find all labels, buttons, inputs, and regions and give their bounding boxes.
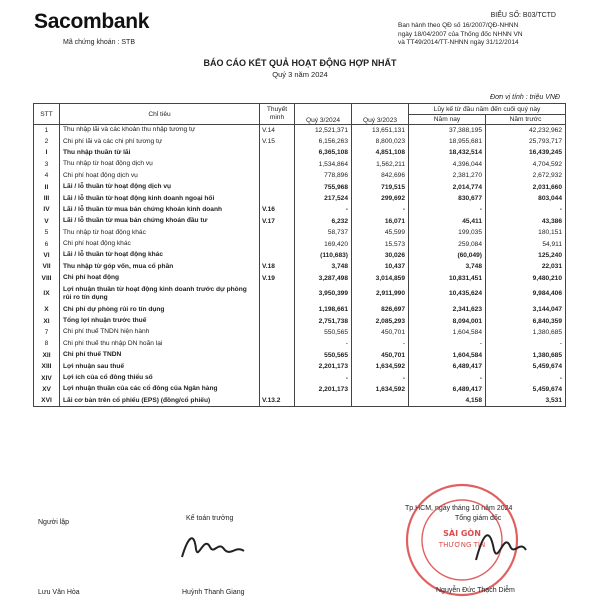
table-row bbox=[34, 350, 566, 361]
report-period: Quý 3 năm 2024 bbox=[272, 70, 328, 79]
row-this-year: 1,604,584 bbox=[409, 327, 486, 338]
table-row bbox=[34, 361, 566, 372]
row-note bbox=[260, 304, 295, 315]
table-row bbox=[34, 395, 566, 406]
row-stt: 8 bbox=[34, 338, 60, 349]
row-stt: V bbox=[34, 216, 60, 227]
row-q3-2024: 550,565 bbox=[295, 350, 352, 361]
row-q3-2024: 3,748 bbox=[295, 261, 352, 272]
row-q3-2024: 2,201,173 bbox=[295, 384, 352, 395]
row-this-year: 3,748 bbox=[409, 261, 486, 272]
row-item: Chi phí hoạt động dịch vụ bbox=[60, 170, 260, 181]
row-q3-2023: - bbox=[352, 204, 409, 215]
row-item: Chi phí hoạt động khác bbox=[60, 238, 260, 249]
row-note bbox=[260, 372, 295, 383]
row-note bbox=[260, 315, 295, 326]
row-last-year: 4,704,592 bbox=[486, 159, 566, 170]
row-q3-2023: 45,599 bbox=[352, 227, 409, 238]
row-note bbox=[260, 350, 295, 361]
header-this-year: Năm nay bbox=[409, 115, 486, 125]
row-q3-2023: 15,573 bbox=[352, 238, 409, 249]
report-title: BÁO CÁO KẾT QUẢ HOẠT ĐỘNG HỢP NHẤT bbox=[203, 58, 397, 68]
table-row bbox=[34, 327, 566, 338]
row-item: Lợi nhuận thuần của các cổ đông của Ngân hàng bbox=[60, 384, 260, 395]
row-last-year: 25,793,717 bbox=[486, 136, 566, 147]
row-q3-2023: 1,634,592 bbox=[352, 361, 409, 372]
row-q3-2024: 58,737 bbox=[295, 227, 352, 238]
header-stt: STT bbox=[34, 104, 60, 125]
row-q3-2024: 2,751,738 bbox=[295, 315, 352, 326]
unit-label: Đơn vị tính : triệu VNĐ bbox=[490, 94, 560, 101]
row-q3-2023: 10,437 bbox=[352, 261, 409, 272]
regulation-note bbox=[398, 22, 578, 48]
row-last-year: 42,232,962 bbox=[486, 125, 566, 136]
row-this-year: - bbox=[409, 338, 486, 349]
row-last-year: 803,044 bbox=[486, 193, 566, 204]
row-stt: XIII bbox=[34, 361, 60, 372]
row-item: Chi phí thuế TNDN hiện hành bbox=[60, 327, 260, 338]
row-item: Lãi cơ bản trên cổ phiếu (EPS) (đồng/cổ phiếu) bbox=[60, 395, 260, 406]
table-row bbox=[34, 159, 566, 170]
row-note bbox=[260, 227, 295, 238]
ceo-name: Nguyễn Đức Thạch Diễm bbox=[436, 587, 515, 594]
row-stt: VI bbox=[34, 250, 60, 261]
row-stt: 2 bbox=[34, 136, 60, 147]
row-this-year: (60,049) bbox=[409, 250, 486, 261]
row-stt: 6 bbox=[34, 238, 60, 249]
row-q3-2023: 4,851,108 bbox=[352, 147, 409, 158]
row-stt: IX bbox=[34, 284, 60, 304]
regulation-line: và TT49/2014/TT-NHNN ngày 31/12/2014 bbox=[398, 39, 519, 47]
table-row bbox=[34, 384, 566, 395]
table-row bbox=[34, 147, 566, 158]
row-this-year: 45,411 bbox=[409, 216, 486, 227]
row-stt: XIV bbox=[34, 372, 60, 383]
row-item: Lợi ích của cổ đông thiểu số bbox=[60, 372, 260, 383]
row-stt: VIII bbox=[34, 273, 60, 284]
row-item: Lãi / lỗ thuần từ mua bán chứng khoán đầu tư bbox=[60, 216, 260, 227]
row-note: V.14 bbox=[260, 125, 295, 136]
row-q3-2024 bbox=[295, 395, 352, 406]
header-ytd-group: Lũy kế từ đầu năm đến cuối quý này bbox=[409, 104, 566, 115]
row-stt: XI bbox=[34, 315, 60, 326]
row-stt: XV bbox=[34, 384, 60, 395]
row-q3-2024: 12,521,371 bbox=[295, 125, 352, 136]
preparer-name: Lưu Văn Hòa bbox=[38, 589, 80, 596]
row-this-year: 10,435,624 bbox=[409, 284, 486, 304]
header-q3-2023: Quý 3/2023 bbox=[352, 104, 409, 125]
row-item: Lợi nhuận sau thuế bbox=[60, 361, 260, 372]
row-this-year: 18,955,681 bbox=[409, 136, 486, 147]
row-last-year: 125,240 bbox=[486, 250, 566, 261]
row-last-year: 1,380,685 bbox=[486, 327, 566, 338]
row-last-year: - bbox=[486, 204, 566, 215]
table-body bbox=[34, 125, 566, 407]
row-q3-2024: 550,565 bbox=[295, 327, 352, 338]
row-this-year: 2,381,270 bbox=[409, 170, 486, 181]
row-note: V.15 bbox=[260, 136, 295, 147]
row-this-year: - bbox=[409, 372, 486, 383]
svg-text:SÀI GÒN: SÀI GÒN bbox=[443, 529, 481, 538]
income-statement-table bbox=[33, 103, 566, 407]
row-q3-2023: 3,014,859 bbox=[352, 273, 409, 284]
table-row bbox=[34, 338, 566, 349]
row-q3-2024: 1,534,864 bbox=[295, 159, 352, 170]
row-last-year: 6,840,359 bbox=[486, 315, 566, 326]
row-last-year: - bbox=[486, 338, 566, 349]
row-stt: 4 bbox=[34, 170, 60, 181]
ceo-title: Tổng giám đốc bbox=[455, 515, 502, 522]
row-this-year: 6,489,417 bbox=[409, 384, 486, 395]
row-this-year: 10,831,451 bbox=[409, 273, 486, 284]
row-this-year: 6,489,417 bbox=[409, 361, 486, 372]
table-row bbox=[34, 261, 566, 272]
row-this-year: 18,432,514 bbox=[409, 147, 486, 158]
row-this-year: 37,388,195 bbox=[409, 125, 486, 136]
row-note bbox=[260, 250, 295, 261]
table-row bbox=[34, 193, 566, 204]
row-note: V.13.2 bbox=[260, 395, 295, 406]
row-note bbox=[260, 181, 295, 192]
row-q3-2023: 13,651,131 bbox=[352, 125, 409, 136]
row-this-year: 8,094,001 bbox=[409, 315, 486, 326]
row-stt: 3 bbox=[34, 159, 60, 170]
row-stt: 5 bbox=[34, 227, 60, 238]
table-row bbox=[34, 125, 566, 136]
table-row bbox=[34, 170, 566, 181]
table-row bbox=[34, 284, 566, 304]
table-row bbox=[34, 216, 566, 227]
row-q3-2024: 169,420 bbox=[295, 238, 352, 249]
row-last-year: 22,031 bbox=[486, 261, 566, 272]
row-item: Chi phí lãi và các chi phí tương tự bbox=[60, 136, 260, 147]
row-item: Lãi / lỗ thuần từ hoạt động kinh doanh ngoại hối bbox=[60, 193, 260, 204]
row-item: Chi phí hoạt động bbox=[60, 273, 260, 284]
table-row bbox=[34, 273, 566, 284]
row-note: V.17 bbox=[260, 216, 295, 227]
row-last-year: 9,480,210 bbox=[486, 273, 566, 284]
row-note: V.18 bbox=[260, 261, 295, 272]
row-q3-2023: 30,026 bbox=[352, 250, 409, 261]
row-stt: II bbox=[34, 181, 60, 192]
row-note bbox=[260, 338, 295, 349]
row-q3-2024: 2,201,173 bbox=[295, 361, 352, 372]
row-last-year: 9,984,406 bbox=[486, 284, 566, 304]
row-last-year: 43,386 bbox=[486, 216, 566, 227]
table-row bbox=[34, 136, 566, 147]
signing-date: Tp.HCM, ngày tháng 10 năm 2024 bbox=[405, 505, 513, 512]
row-q3-2024: 6,232 bbox=[295, 216, 352, 227]
row-q3-2024: 3,287,498 bbox=[295, 273, 352, 284]
row-stt: X bbox=[34, 304, 60, 315]
row-this-year: 4,396,044 bbox=[409, 159, 486, 170]
row-q3-2024: - bbox=[295, 338, 352, 349]
ceo-signature bbox=[470, 520, 530, 570]
svg-text:THƯƠNG TÍN: THƯƠNG TÍN bbox=[438, 541, 486, 549]
header-note: Thuyết minh bbox=[260, 104, 295, 125]
row-q3-2024: - bbox=[295, 372, 352, 383]
row-q3-2024: 755,968 bbox=[295, 181, 352, 192]
table-row bbox=[34, 315, 566, 326]
row-this-year: 2,341,623 bbox=[409, 304, 486, 315]
table-row bbox=[34, 304, 566, 315]
row-this-year: 199,035 bbox=[409, 227, 486, 238]
row-q3-2023: 8,800,023 bbox=[352, 136, 409, 147]
row-q3-2024: (110,683) bbox=[295, 250, 352, 261]
row-q3-2024: 6,156,263 bbox=[295, 136, 352, 147]
row-q3-2023: 2,911,990 bbox=[352, 284, 409, 304]
row-stt: III bbox=[34, 193, 60, 204]
row-q3-2023: 842,696 bbox=[352, 170, 409, 181]
row-note bbox=[260, 284, 295, 304]
row-q3-2024: 3,950,399 bbox=[295, 284, 352, 304]
table-row bbox=[34, 227, 566, 238]
row-q3-2023: - bbox=[352, 372, 409, 383]
row-stt: IV bbox=[34, 204, 60, 215]
row-q3-2024: 1,198,661 bbox=[295, 304, 352, 315]
row-last-year: 2,672,932 bbox=[486, 170, 566, 181]
row-q3-2023: 1,634,592 bbox=[352, 384, 409, 395]
row-q3-2023: 1,562,211 bbox=[352, 159, 409, 170]
table-row bbox=[34, 204, 566, 215]
row-q3-2023: - bbox=[352, 338, 409, 349]
row-q3-2024: - bbox=[295, 204, 352, 215]
row-note bbox=[260, 238, 295, 249]
table-row bbox=[34, 372, 566, 383]
row-q3-2024: 6,365,108 bbox=[295, 147, 352, 158]
row-last-year: 3,531 bbox=[486, 395, 566, 406]
row-note bbox=[260, 147, 295, 158]
row-q3-2023: 719,515 bbox=[352, 181, 409, 192]
row-q3-2023: 16,071 bbox=[352, 216, 409, 227]
row-q3-2023: 450,701 bbox=[352, 327, 409, 338]
row-stt: VII bbox=[34, 261, 60, 272]
row-last-year: - bbox=[486, 372, 566, 383]
row-note bbox=[260, 193, 295, 204]
row-q3-2024: 778,896 bbox=[295, 170, 352, 181]
row-last-year: 180,151 bbox=[486, 227, 566, 238]
table-row bbox=[34, 238, 566, 249]
preparer-title: Người lập bbox=[38, 519, 70, 526]
row-this-year: 4,158 bbox=[409, 395, 486, 406]
row-q3-2023: 299,692 bbox=[352, 193, 409, 204]
row-q3-2024: 217,524 bbox=[295, 193, 352, 204]
row-this-year: 259,084 bbox=[409, 238, 486, 249]
row-note bbox=[260, 170, 295, 181]
row-q3-2023: 2,085,293 bbox=[352, 315, 409, 326]
row-this-year: 1,604,584 bbox=[409, 350, 486, 361]
row-last-year: 5,459,674 bbox=[486, 361, 566, 372]
row-item: Tổng lợi nhuận trước thuế bbox=[60, 315, 260, 326]
regulation-line: Ban hành theo QĐ số 16/2007/QĐ-NHNN bbox=[398, 22, 519, 29]
accountant-signature bbox=[178, 527, 248, 567]
row-note bbox=[260, 361, 295, 372]
row-this-year: 2,014,774 bbox=[409, 181, 486, 192]
row-stt: I bbox=[34, 147, 60, 158]
row-item: Thu nhập từ hoạt động dịch vụ bbox=[60, 159, 260, 170]
row-last-year: 2,031,660 bbox=[486, 181, 566, 192]
row-last-year: 3,144,047 bbox=[486, 304, 566, 315]
table-row bbox=[34, 250, 566, 261]
row-last-year: 16,439,245 bbox=[486, 147, 566, 158]
row-note bbox=[260, 384, 295, 395]
row-item: Lợi nhuận thuần từ hoạt động kinh doanh trước dự phòng rủi ro tín dụng bbox=[60, 284, 260, 304]
row-last-year: 1,380,685 bbox=[486, 350, 566, 361]
row-item: Chi phí dự phòng rủi ro tín dụng bbox=[60, 304, 260, 315]
row-item: Chi phí thuế TNDN bbox=[60, 350, 260, 361]
accountant-title: Kế toán trưởng bbox=[186, 515, 234, 522]
row-note bbox=[260, 327, 295, 338]
row-item: Lãi / lỗ thuần từ hoạt động khác bbox=[60, 250, 260, 261]
row-last-year: 54,911 bbox=[486, 238, 566, 249]
header-last-year: Năm trước bbox=[486, 115, 566, 125]
row-item: Thu nhập lãi và các khoản thu nhập tương tự bbox=[60, 125, 260, 136]
row-note: V.19 bbox=[260, 273, 295, 284]
row-stt: 1 bbox=[34, 125, 60, 136]
row-item: Lãi / lỗ thuần từ hoạt động dịch vụ bbox=[60, 181, 260, 192]
row-stt: 7 bbox=[34, 327, 60, 338]
accountant-name: Huỳnh Thanh Giang bbox=[182, 589, 245, 596]
row-stt: XII bbox=[34, 350, 60, 361]
table-row bbox=[34, 181, 566, 192]
header-item: Chỉ tiêu bbox=[60, 104, 260, 125]
header-q3-2024: Quý 3/2024 bbox=[295, 104, 352, 125]
regulation-line: ngày 18/04/2007 của Thống đốc NHNN VN bbox=[398, 30, 523, 38]
stock-code: Mã chứng khoán : STB bbox=[63, 39, 135, 46]
row-note: V.16 bbox=[260, 204, 295, 215]
row-q3-2023 bbox=[352, 395, 409, 406]
row-item: Thu nhập từ góp vốn, mua cổ phần bbox=[60, 261, 260, 272]
row-stt: XVI bbox=[34, 395, 60, 406]
row-q3-2023: 826,697 bbox=[352, 304, 409, 315]
row-q3-2023: 450,701 bbox=[352, 350, 409, 361]
row-item: Lãi / lỗ thuần từ mua bán chứng khoán kinh doanh bbox=[60, 204, 260, 215]
form-code: BIỂU SỐ: B03/TCTD bbox=[490, 12, 556, 19]
row-last-year: 5,459,674 bbox=[486, 384, 566, 395]
row-item: Thu nhập từ hoạt động khác bbox=[60, 227, 260, 238]
row-this-year: 830,677 bbox=[409, 193, 486, 204]
row-item: Chi phí thuế thu nhập DN hoãn lại bbox=[60, 338, 260, 349]
bank-logo: Sacombank bbox=[34, 10, 150, 33]
row-item: Thu nhập thuần từ lãi bbox=[60, 147, 260, 158]
row-this-year: - bbox=[409, 204, 486, 215]
row-note bbox=[260, 159, 295, 170]
